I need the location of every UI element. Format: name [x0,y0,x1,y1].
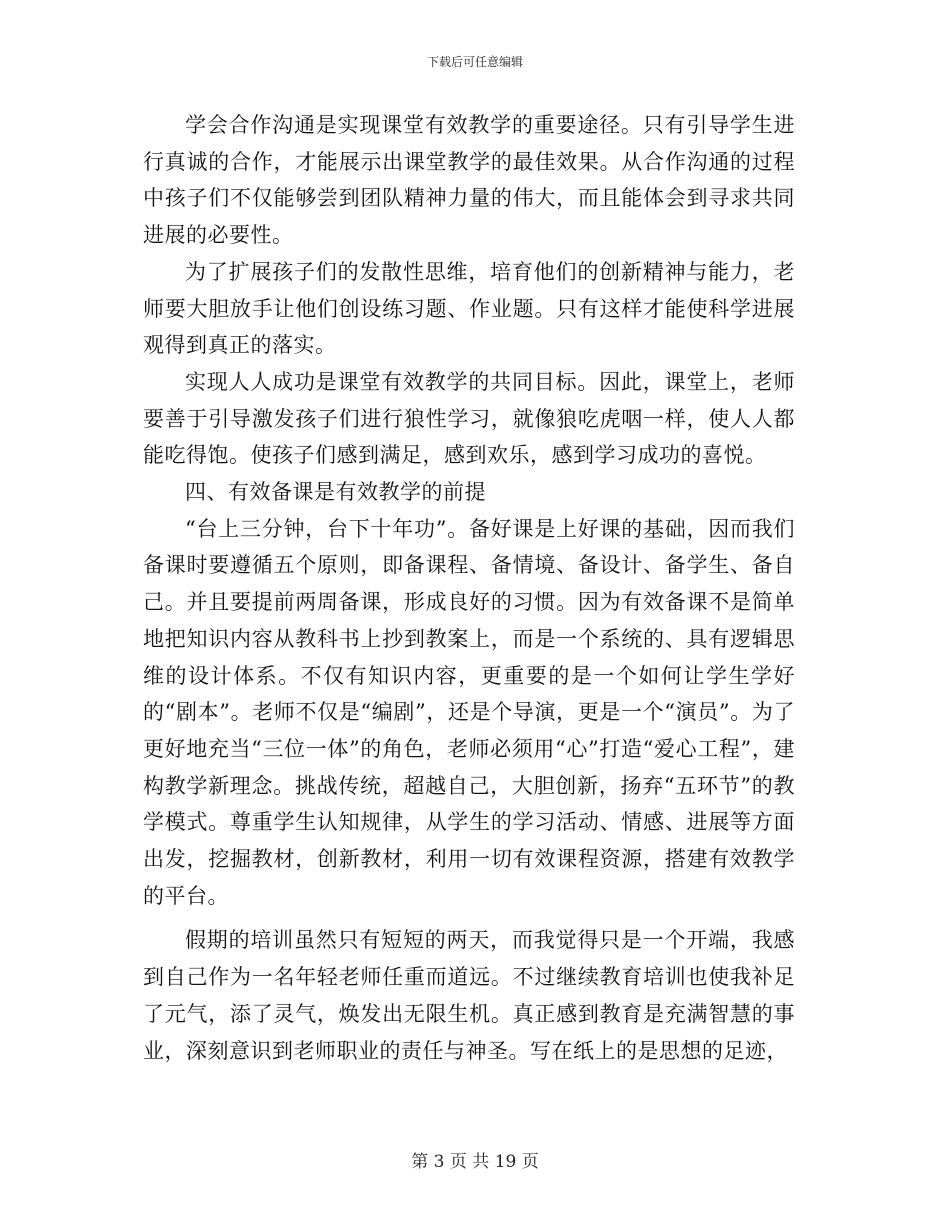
paragraph-lesson-preparation: “台上三分钟，台下十年功”。备好课是上好课的基础，因而我们备课时要遵循五个原则，即备课程、备情境、备设计、备学生、备自己。并且要提前两周备课，形成良好的习惯。因为有效备课不是简单地把知识内容从教科书上抄到教案上，而是一个系统的、具有逻辑思维的设计体系。不仅有知识内容，更重要的是一个如何让学生学好的“剧本”。老师不仅是“编剧”，还是个导演，更是一个“演员”。为了更好地充当“三位一体”的角色，老师必须用“心”打造“爱心工程”，建构教学新理念。挑战传统，超越自己，大胆创新，扬弃“五环节”的教学模式。尊重学生认知规律，从学生的学习活动、情感、进展等方面出发，挖掘教材，创新教材，利用一切有效课程资源，搭建有效教学的平台。 [143,516,795,908]
paragraph-divergent-thinking: 为了扩展孩子们的发散性思维，培育他们的创新精神与能力，老师要大胆放手让他们创设练习题、作业题。只有这样才能使科学进展观得到真正的落实。 [143,259,795,358]
page-header: 下载后可任意编辑 [426,55,523,69]
paragraph-success-goal: 实现人人成功是课堂有效教学的共同目标。因此，课堂上，老师要善于引导激发孩子们进行狼性学习，就像狼吃虎咽一样，使人人都能吃得饱。使孩子们感到满足，感到欢乐，感到学习成功的喜悦。 [143,369,795,468]
page-number: 第 3 页 共 19 页 [411,1152,539,1172]
paragraph-training-reflection: 假期的培训虽然只有短短的两天，而我觉得只是一个开端，我感到自己作为一名年轻老师任重而道远。不过继续教育培训也使我补足了元气，添了灵气，焕发出无限生机。真正感到教育是充满智慧的事业，深刻意识到老师职业的责任与神圣。写在纸上的是思想的足迹， [143,928,795,1063]
section-heading-effective-preparation: 四、有效备课是有效教学的前提 [185,480,486,505]
document-body [143,107,795,1069]
paragraph-cooperation: 学会合作沟通是实现课堂有效教学的重要途径。只有引导学生进行真诚的合作，才能展示出课堂教学的最佳效果。从合作沟通的过程中孩子们不仅能够尝到团队精神力量的伟大，而且能体会到寻求共同进展的必要性。 [143,113,795,248]
